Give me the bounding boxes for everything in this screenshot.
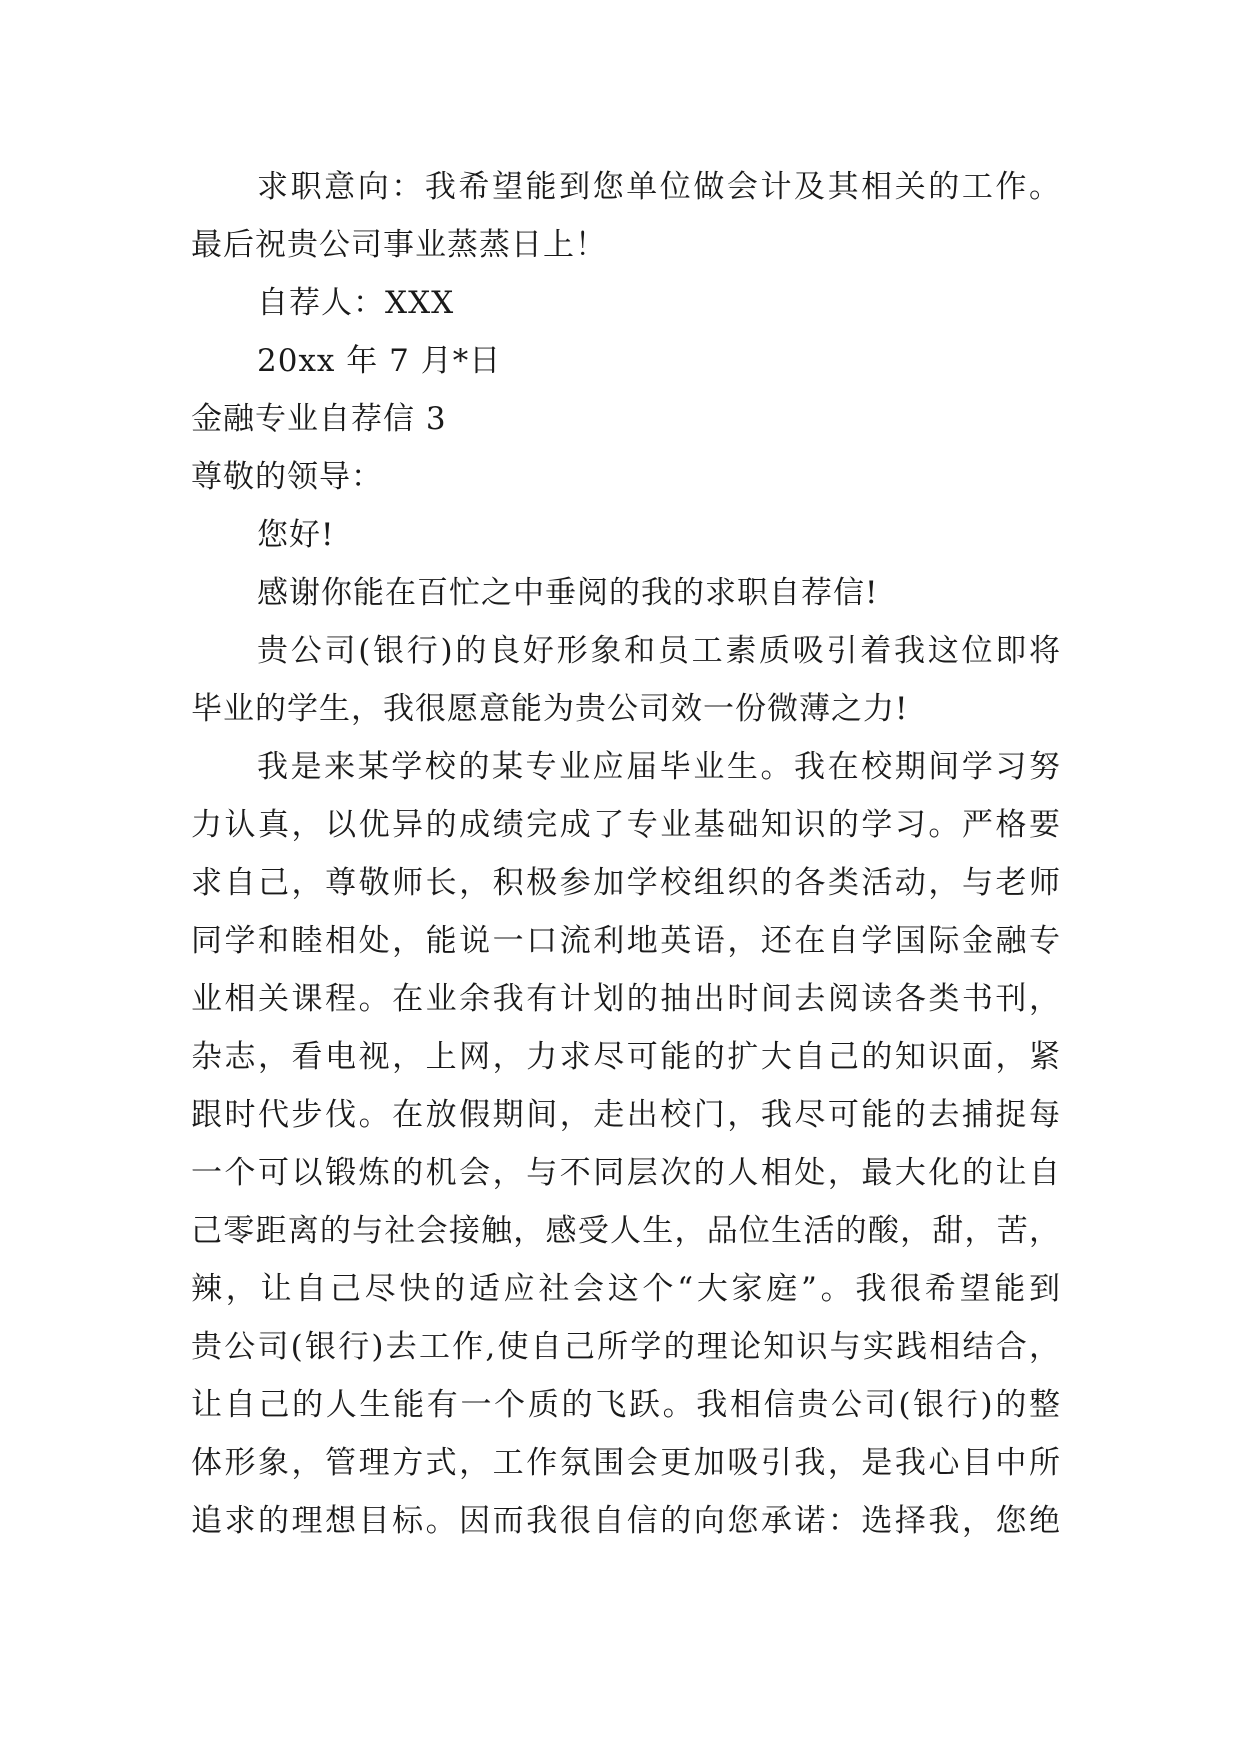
text-line: 让自己的人生能有一个质的飞跃。我相信贵公司(银行)的整: [191, 1387, 1061, 1423]
text-line: 贵公司(银行)去工作,使自己所学的理论知识与实践相结合，: [191, 1329, 1061, 1365]
text-line: 您好!: [257, 517, 335, 553]
text-line: 己零距离的与社会接触，感受人生，品位生活的酸，甜，苦，: [191, 1213, 1061, 1249]
text-line: 自荐人：XXX: [257, 285, 455, 321]
text-line: 求自己，尊敬师长，积极参加学校组织的各类活动，与老师: [191, 865, 1061, 901]
text-line: 辣，让自己尽快的适应社会这个“大家庭”。我很希望能到: [191, 1271, 1061, 1307]
text-line: 感谢你能在百忙之中垂阅的我的求职自荐信!: [257, 575, 879, 611]
letter-body: [191, 158, 1061, 1550]
text-line: 杂志，看电视，上网，力求尽可能的扩大自己的知识面，紧: [191, 1039, 1061, 1075]
text-line: 我是来某学校的某专业应届毕业生。我在校期间学习努: [257, 749, 1061, 785]
text-line: 体形象，管理方式，工作氛围会更加吸引我，是我心目中所: [191, 1445, 1061, 1481]
text-line: 尊敬的领导：: [191, 459, 383, 495]
text-line: 力认真，以优异的成绩完成了专业基础知识的学习。严格要: [191, 807, 1061, 843]
text-line: 20xx 年 7 月*日: [257, 343, 502, 379]
text-line: 最后祝贵公司事业蒸蒸日上！: [191, 227, 607, 263]
text-line: 毕业的学生，我很愿意能为贵公司效一份微薄之力!: [191, 691, 909, 727]
text-line: 贵公司(银行)的良好形象和员工素质吸引着我这位即将: [257, 633, 1061, 669]
text-line: 追求的理想目标。因而我很自信的向您承诺：选择我，您绝: [191, 1503, 1061, 1539]
text-line: 求职意向：我希望能到您单位做会计及其相关的工作。: [257, 169, 1061, 205]
text-line: 一个可以锻炼的机会，与不同层次的人相处，最大化的让自: [191, 1155, 1061, 1191]
text-line: 同学和睦相处，能说一口流利地英语，还在自学国际金融专: [191, 923, 1061, 959]
text-line: 跟时代步伐。在放假期间，走出校门，我尽可能的去捕捉每: [191, 1097, 1061, 1133]
text-line: 业相关课程。在业余我有计划的抽出时间去阅读各类书刊，: [191, 981, 1061, 1017]
text-line: 金融专业自荐信 3: [191, 401, 447, 437]
